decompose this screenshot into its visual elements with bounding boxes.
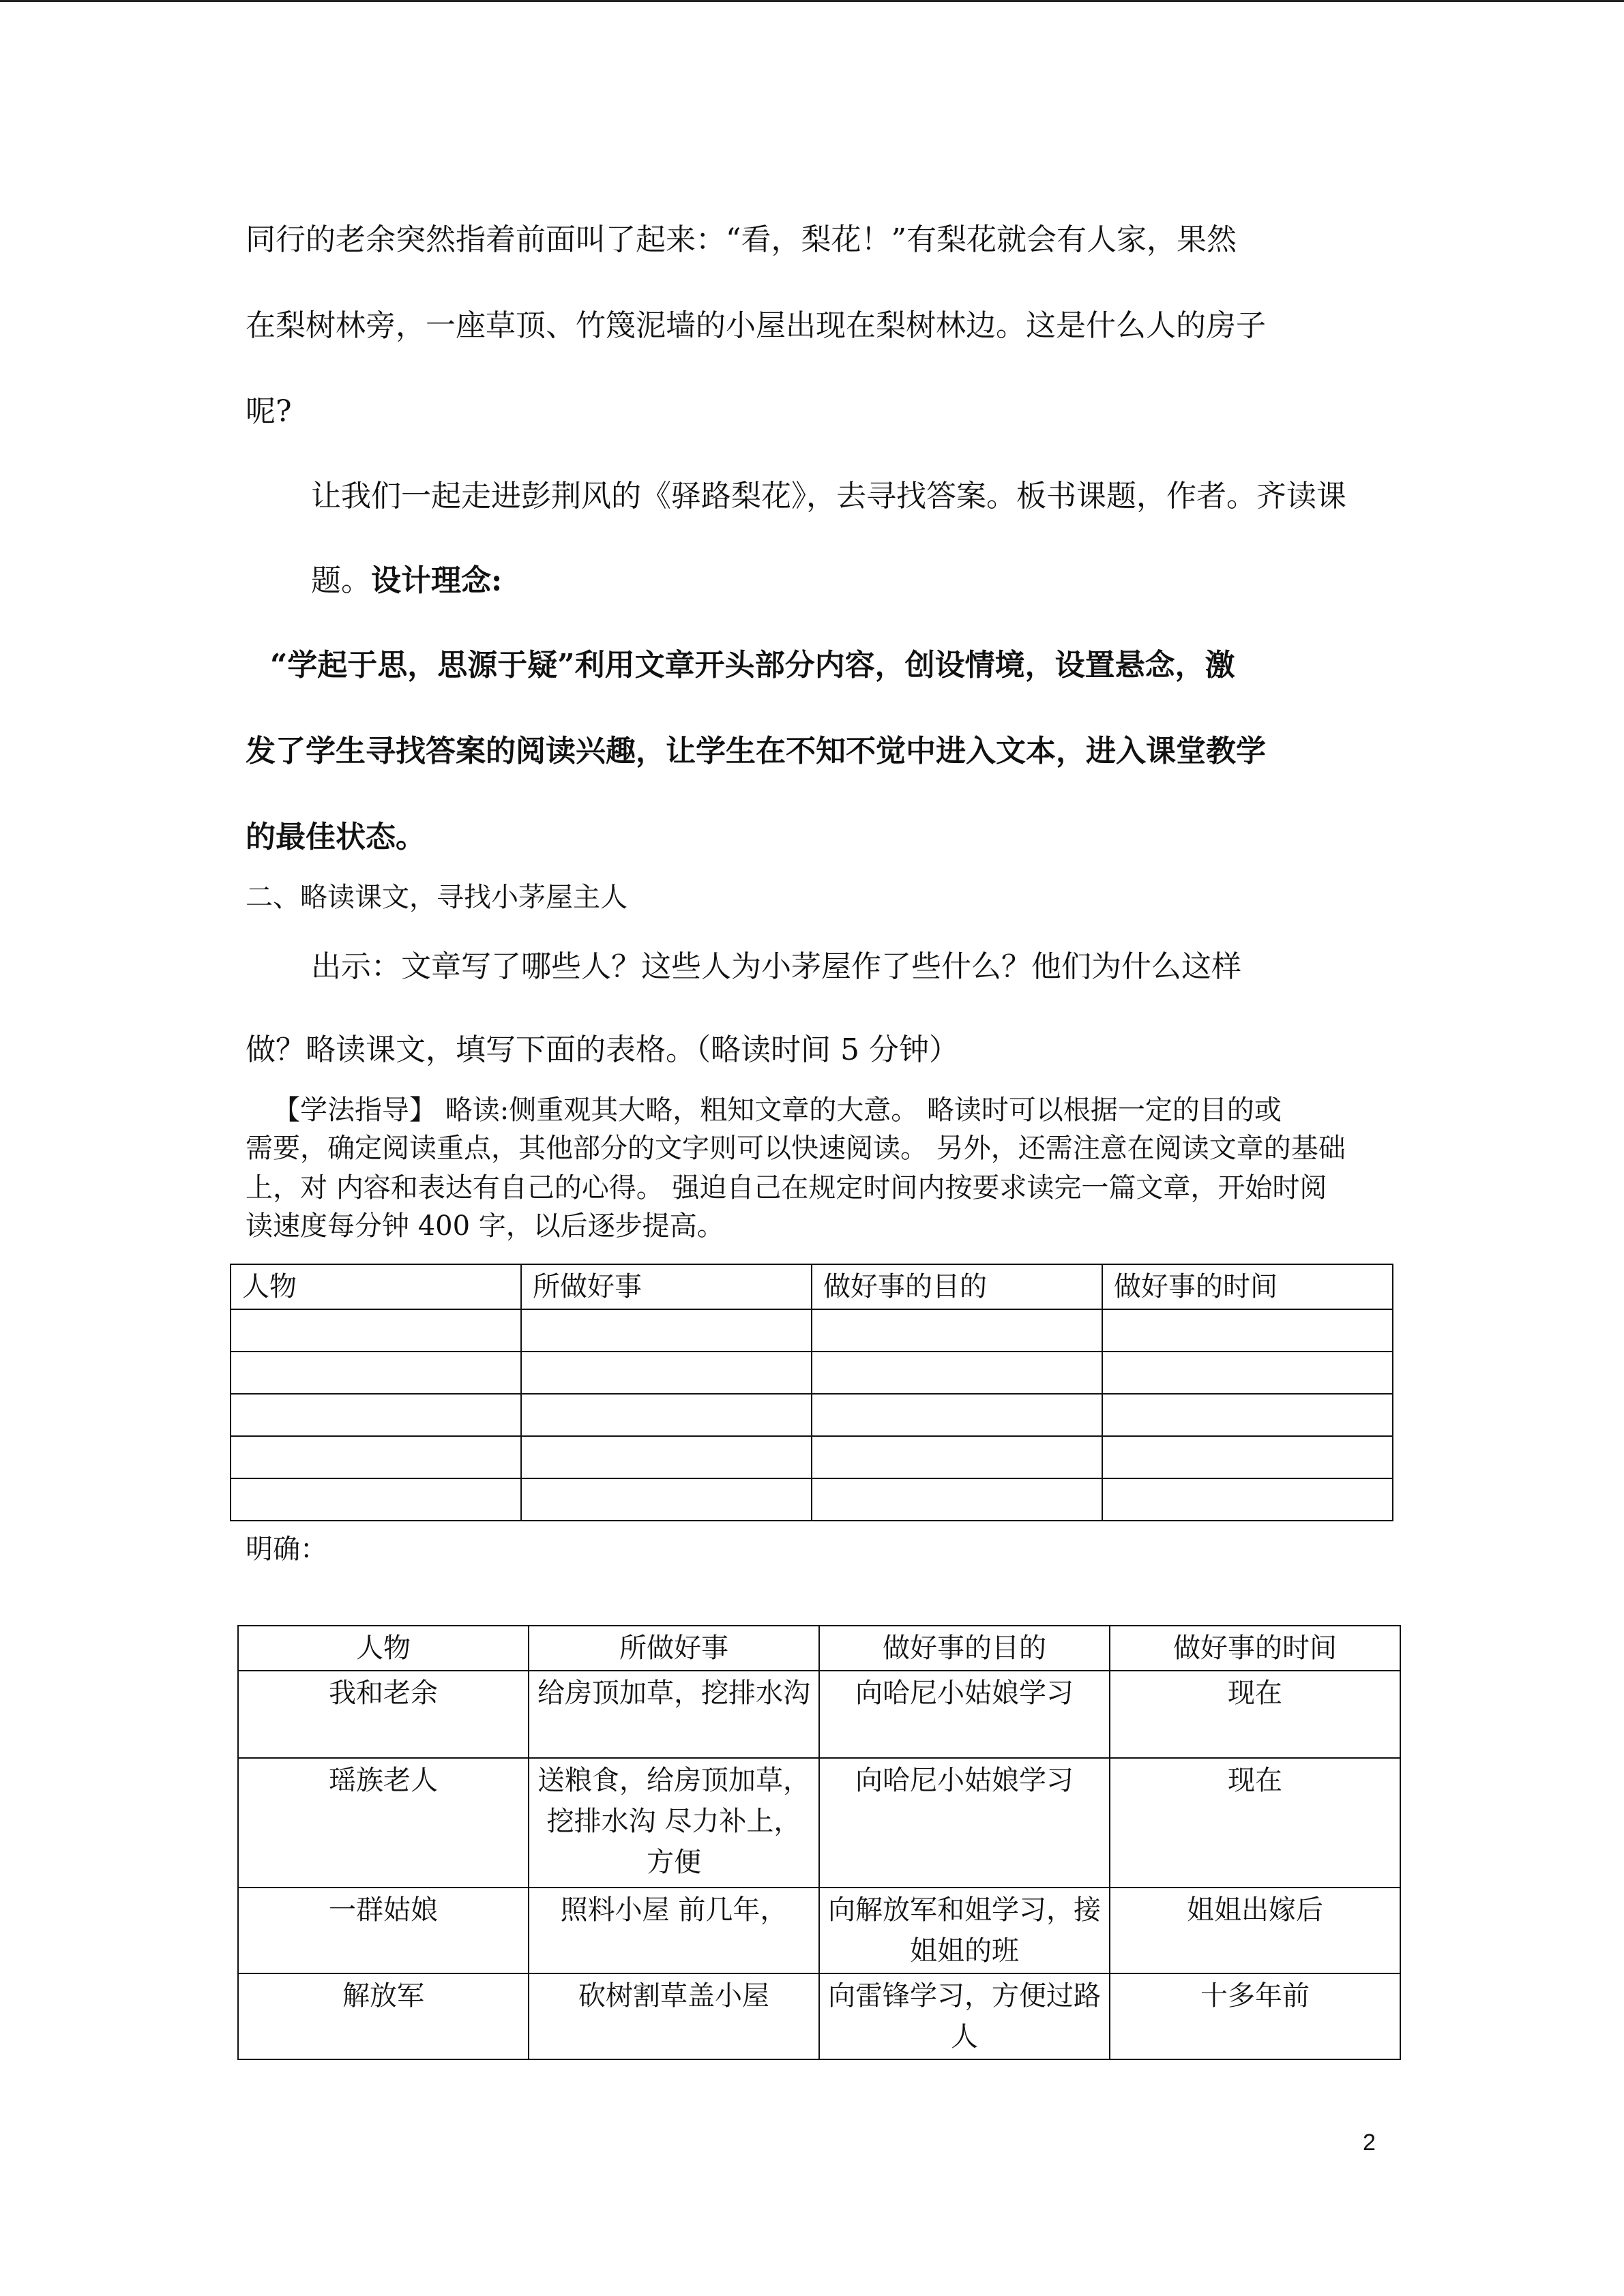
table-cell: 十多年前 xyxy=(1110,1973,1400,2059)
table-header-cell: 做好事的目的 xyxy=(812,1264,1102,1309)
table-cell xyxy=(1102,1436,1393,1478)
table-cell xyxy=(812,1309,1102,1352)
table-cell xyxy=(1102,1478,1393,1521)
answer-table xyxy=(237,1625,1401,2060)
table-header-row xyxy=(231,1264,1393,1309)
table-row xyxy=(238,1973,1400,2059)
task-line-2: 做？略读课文，填写下面的表格。（略读时间 5 分钟） xyxy=(246,1032,959,1067)
table-cell xyxy=(521,1309,812,1352)
table-cell xyxy=(521,1478,812,1521)
table-row xyxy=(231,1436,1393,1478)
body-line-2: 在梨树林旁，一座草顶、竹篾泥墙的小屋出现在梨树林边。这是什么人的房子 xyxy=(246,308,1266,343)
table-cell: 向哈尼小姑娘学习 xyxy=(819,1758,1110,1888)
method-line-1: 【学法指导】 略读:侧重观其大略，粗知文章的大意。 略读时可以根据一定的目的或 xyxy=(273,1094,1282,1126)
table-header-cell: 做好事的目的 xyxy=(819,1626,1110,1671)
table-cell xyxy=(231,1478,521,1521)
table-cell xyxy=(812,1478,1102,1521)
table-header-row xyxy=(238,1626,1400,1671)
table-header-cell: 做好事的时间 xyxy=(1110,1626,1400,1671)
table-cell: 照料小屋 前几年， xyxy=(529,1888,819,1973)
table-cell: 现在 xyxy=(1110,1758,1400,1888)
table-cell: 给房顶加草，挖排水沟 xyxy=(529,1671,819,1758)
table-row xyxy=(231,1309,1393,1352)
task-line-1: 出示：文章写了哪些人？这些人为小茅屋作了些什么？他们为什么这样 xyxy=(311,949,1241,984)
design-concept-line-1: “学起于思，思源于疑”利用文章开头部分内容，创设情境，设置悬念，激 xyxy=(270,648,1235,683)
body-line-1: 同行的老余突然指着前面叫了起来：“看，梨花！”有梨花就会有人家，果然 xyxy=(246,222,1237,257)
table-cell: 向雷锋学习，方便过路人 xyxy=(819,1973,1110,2059)
table-cell: 送粮食，给房顶加草，挖排水沟 尽力补上，方便 xyxy=(529,1758,819,1888)
table-cell: 砍树割草盖小屋 xyxy=(529,1973,819,2059)
table-cell xyxy=(812,1352,1102,1394)
table-cell xyxy=(231,1352,521,1394)
table-cell xyxy=(231,1309,521,1352)
table-cell xyxy=(231,1394,521,1436)
table-cell: 向哈尼小姑娘学习 xyxy=(819,1671,1110,1758)
table-cell: 瑶族老人 xyxy=(238,1758,529,1888)
table-cell xyxy=(521,1436,812,1478)
table-cell xyxy=(521,1352,812,1394)
table-row xyxy=(238,1758,1400,1888)
table-cell xyxy=(231,1436,521,1478)
table-cell xyxy=(1102,1352,1393,1394)
design-concept-heading: 设计理念: xyxy=(371,563,503,598)
page-top-border xyxy=(0,0,1624,2)
table-row xyxy=(231,1394,1393,1436)
method-line-4: 读速度每分钟 400 字，以后逐步提高。 xyxy=(246,1210,724,1242)
table-cell: 向解放军和姐学习，接姐姐的班 xyxy=(819,1888,1110,1973)
table-cell xyxy=(1102,1394,1393,1436)
table-header-cell: 所做好事 xyxy=(521,1264,812,1309)
table-row xyxy=(231,1352,1393,1394)
table-header-cell: 所做好事 xyxy=(529,1626,819,1671)
table-cell xyxy=(812,1436,1102,1478)
table-cell xyxy=(1102,1309,1393,1352)
body-line-4: 让我们一起走进彭荆风的《驿路梨花》，去寻找答案。板书课题，作者。齐读课 xyxy=(311,479,1346,513)
table-header-cell: 做好事的时间 xyxy=(1102,1264,1393,1309)
table-cell xyxy=(521,1394,812,1436)
table-cell: 一群姑娘 xyxy=(238,1888,529,1973)
page-number: 2 xyxy=(1363,2130,1376,2156)
table-cell: 我和老余 xyxy=(238,1671,529,1758)
table-cell: 现在 xyxy=(1110,1671,1400,1758)
table-header-cell: 人物 xyxy=(238,1626,529,1671)
fill-in-table xyxy=(230,1264,1393,1521)
table-cell: 姐姐出嫁后 xyxy=(1110,1888,1400,1973)
table-cell: 解放军 xyxy=(238,1973,529,2059)
design-concept-line-2: 发了学生寻找答案的阅读兴趣，让学生在不知不觉中进入文本，进入课堂教学 xyxy=(246,734,1266,769)
body-line-3: 呢? xyxy=(246,394,292,429)
table-cell xyxy=(812,1394,1102,1436)
table-row xyxy=(231,1478,1393,1521)
table-header-cell: 人物 xyxy=(231,1264,521,1309)
table-row xyxy=(238,1671,1400,1758)
design-concept-line-3: 的最佳状态。 xyxy=(246,820,426,854)
body-line-5-text: 题。 xyxy=(311,563,371,598)
mingque-label: 明确： xyxy=(246,1534,327,1565)
method-line-3: 上，对 内容和表达有自己的心得。 强迫自己在规定时间内按要求读完一篇文章，开始时阅 xyxy=(246,1172,1327,1204)
method-line-2: 需要，确定阅读重点，其他部分的文字则可以快速阅读。 另外，还需注意在阅读文章的基础 xyxy=(246,1133,1346,1164)
body-line-5 xyxy=(311,559,502,603)
section-heading: 二、略读课文，寻找小茅屋主人 xyxy=(246,882,628,913)
table-row xyxy=(238,1888,1400,1973)
